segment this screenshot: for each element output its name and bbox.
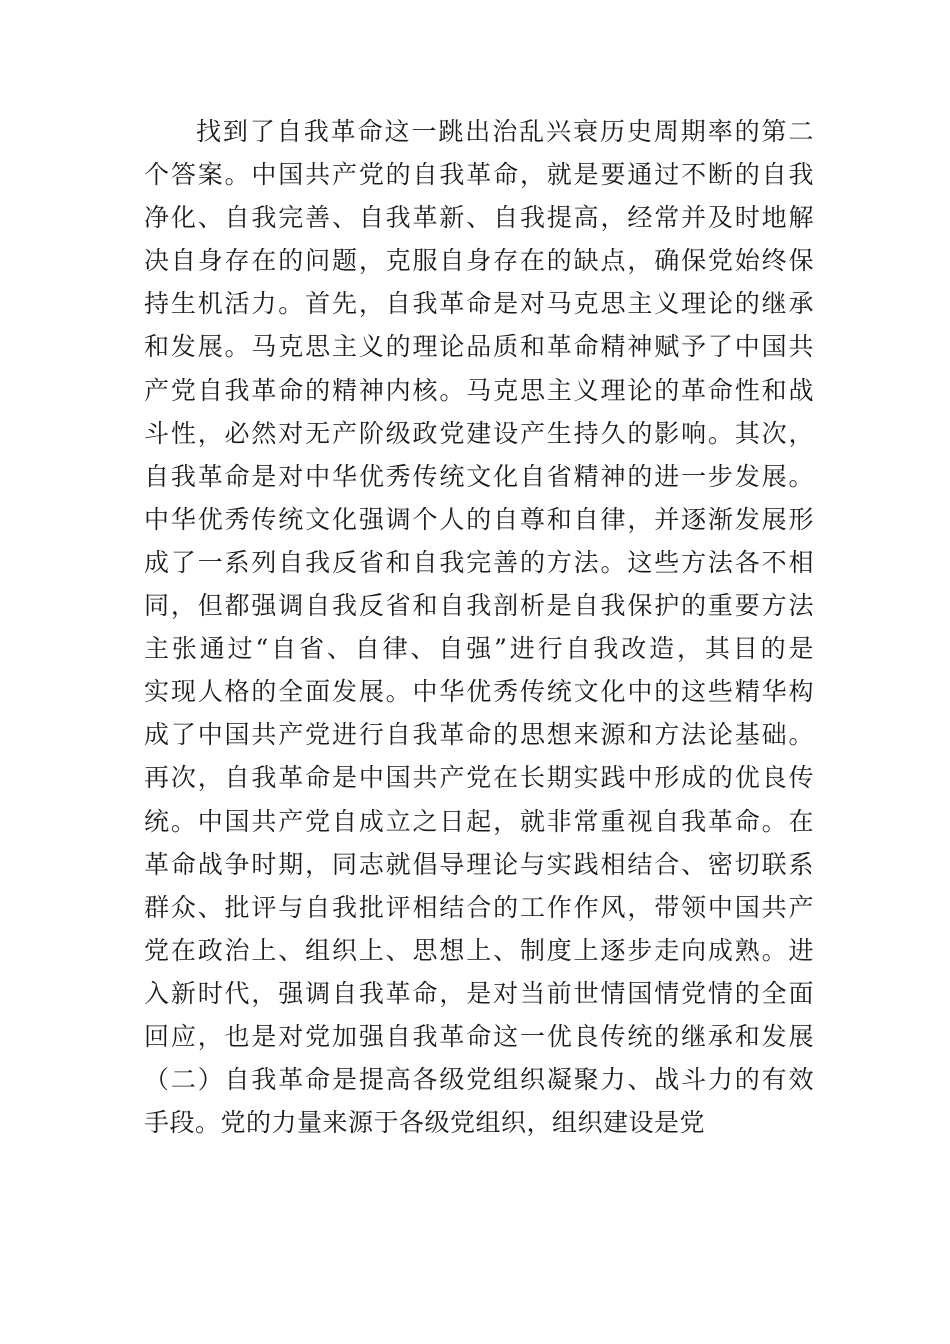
text-line: 手段。党的力量来源于各级党组织，组织建设是党 — [144, 1108, 706, 1138]
text-line: 主张通过“自省、自律、自强”进行自我改造，其目的是 — [144, 634, 814, 664]
text-line: 找到了自我革命这一跳出治乱兴衰历史周期率的第二 — [196, 117, 814, 146]
text-line: 革命战争时期，同志就倡导理论与实践相结合、密切联系 — [144, 849, 814, 879]
text-line: 自我革命是对中华优秀传统文化自省精神的进一步发展。 — [144, 461, 814, 491]
text-line: 统。中国共产党自成立之日起，就非常重视自我革命。在 — [144, 806, 814, 836]
text-line: 斗性，必然对无产阶级政党建设产生持久的影响。其次， — [144, 418, 814, 448]
body-paragraph — [144, 110, 814, 1144]
text-line: 回应，也是对党加强自我革命这一优良传统的继承和发展 — [144, 1021, 814, 1051]
text-line: 成了中国共产党进行自我革命的思想来源和方法论基础。 — [144, 720, 814, 750]
text-line: 个答案。中国共产党的自我革命，就是要通过不断的自我 — [144, 160, 814, 190]
text-line: 和发展。马克思主义的理论品质和革命精神赋予了中国共 — [144, 332, 814, 362]
text-line: 入新时代，强调自我革命，是对当前世情国情党情的全面 — [144, 978, 814, 1008]
text-line: 党在政治上、组织上、思想上、制度上逐步走向成熟。进 — [144, 935, 814, 965]
text-line: 成了一系列自我反省和自我完善的方法。这些方法各不相 — [144, 547, 814, 577]
text-line: 群众、批评与自我批评相结合的工作作风，带领中国共产 — [144, 892, 814, 922]
text-line: 实现人格的全面发展。中华优秀传统文化中的这些精华构 — [144, 677, 814, 707]
text-line: 同，但都强调自我反省和自我剖析是自我保护的重要方法 — [144, 591, 814, 621]
text-line: （二）自我革命是提高各级党组织凝聚力、战斗力的有效 — [144, 1065, 814, 1095]
text-line: 持生机活力。首先，自我革命是对马克思主义理论的继承 — [144, 289, 814, 319]
text-line: 中华优秀传统文化强调个人的自尊和自律，并逐渐发展形 — [144, 504, 814, 534]
text-line: 产党自我革命的精神内核。马克思主义理论的革命性和战 — [144, 375, 814, 405]
text-line: 决自身存在的问题，克服自身存在的缺点，确保党始终保 — [144, 246, 814, 276]
text-line: 净化、自我完善、自我革新、自我提高，经常并及时地解 — [144, 203, 814, 233]
text-line: 再次，自我革命是中国共产党在长期实践中形成的优良传 — [144, 763, 814, 793]
